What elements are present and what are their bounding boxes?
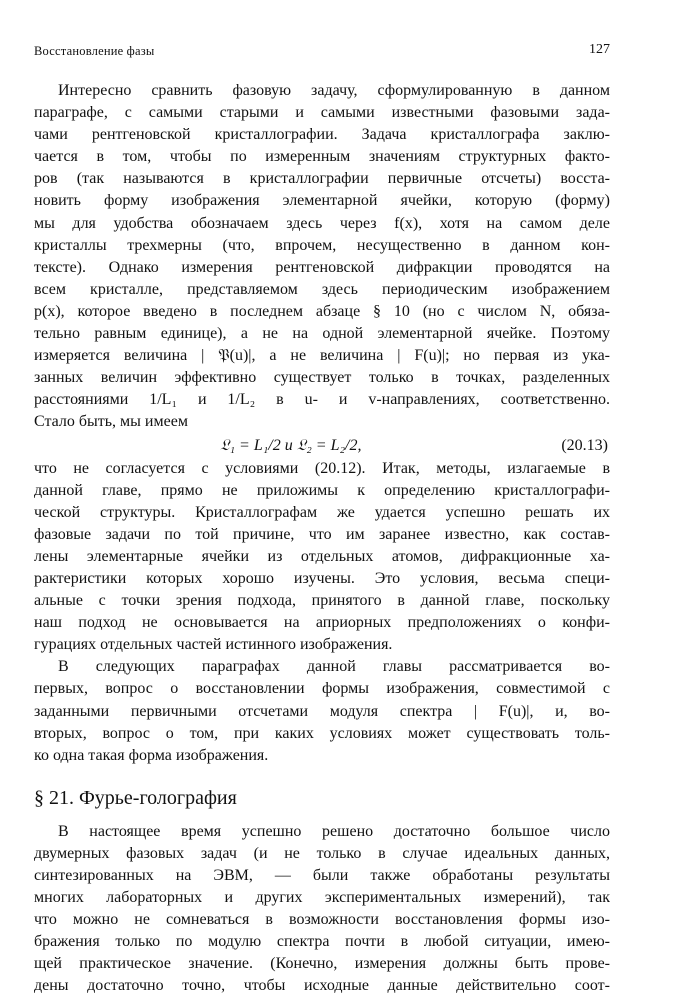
text-line: параграфе, с самыми старыми и самыми известными фазовыми зада- <box>34 104 610 122</box>
section-heading: § 21. Фурье-голография <box>34 786 237 809</box>
text-line: что не согласуется с условиями (20.12). Итак, методы, излагаемые в <box>34 459 610 477</box>
paragraph-fourier-holography <box>34 821 610 998</box>
text-line: p(x), которое введено в последнем абзаце § 10 (но с числом N, обяза- <box>34 302 610 320</box>
text-line: Стало быть, мы имеем <box>34 413 188 431</box>
text-line: гурациях отдельных частей истинного изображения. <box>34 636 393 654</box>
text-line: что можно не сомневаться в возможности восстановления формы изо- <box>34 911 610 929</box>
text-line: мы для удобства обозначаем здесь через f(x), хотя на самом деле <box>34 214 610 232</box>
text-line: рактеристики которых хорошо изучены. Это условия, весьма специ- <box>34 569 610 587</box>
paragraph-next-sections <box>34 656 610 766</box>
text-line: лены элементарные ячейки из отдельных атомов, дифракционные ха- <box>34 547 610 565</box>
text-line: тельно равным единице), а не на одной элементарной ячейке. Поэтому <box>34 325 610 343</box>
text-line: занных величин эффективно существует только в точках, разделенных <box>34 369 610 387</box>
text-line: ко одна такая форма изображения. <box>34 746 269 764</box>
text-line: многих лабораторных и других экспериментальных измерений), так <box>34 889 610 907</box>
text-line: Интересно сравнить фазовую задачу, сформулированную в данном <box>58 82 610 99</box>
text-line: бражения только по модулю спектра почти в любой ситуации, имею- <box>34 933 610 951</box>
text-line: альные с точки зрения подхода, принятого в данной главе, поскольку <box>34 592 610 610</box>
paragraph-crystallographic-structure <box>34 458 610 657</box>
equation-20-13 <box>34 434 610 458</box>
text-line: ров (так называются в кристаллографии первичные отсчеты) восста- <box>34 170 610 188</box>
paragraph-crystallography <box>34 80 610 434</box>
text-line: наш подход не основывается на априорных предположениях о конфи- <box>34 614 610 632</box>
text-line: первых, вопрос о восстановлении формы изображения, совместимой с <box>34 680 610 698</box>
text-line: ческой структуры. Кристаллографам же удается успешно решать их <box>34 503 610 521</box>
text-line: заданными первичными отсчетами модуля спектра | F(u)|, и, во- <box>34 702 610 720</box>
text-line: дены достаточно точно, чтобы исходные данные действительно соот- <box>34 977 610 995</box>
running-head: Восстановление фазы <box>34 44 155 58</box>
text-line: двумерных фазовых задач (и не только в случае идеальных данных, <box>34 844 610 862</box>
text-line: всем кристалле, представляемом здесь периодическим изображением <box>34 280 610 298</box>
equation-formula: 𝔏₁ = L₁/2 и 𝔏₂ = L₂/2, <box>220 436 362 454</box>
text-line: чается в том, чтобы по измеренным значениям структурных факто- <box>34 148 610 166</box>
text-line: щей практическое значение. (Конечно, измерения должны быть прове- <box>34 955 610 973</box>
text-line: синтезированных на ЭВМ, — были также обработаны результаты <box>34 867 610 884</box>
text-line: расстояниями 1/L₁ и 1/L₂ в u- и v-направлениях, соответственно. <box>34 391 610 409</box>
equation-number: (20.13) <box>561 436 608 454</box>
text-line: кристаллы трехмерны (что, впрочем, несущественно в данном кон- <box>34 236 610 254</box>
text-line: измеряется величина | 𝔓(u)|, а не величина | F(u)|; но первая из ука- <box>34 347 610 365</box>
text-line: вторых, вопрос о том, при каких условиях может существовать толь- <box>34 724 610 742</box>
text-line: В следующих параграфах данной главы рассматривается во- <box>58 658 610 676</box>
body-text <box>34 80 610 998</box>
text-line: тексте). Однако измерения рентгеновской дифракции проводятся на <box>34 258 610 276</box>
text-line: новить форму изображения элементарной ячейки, которую (форму) <box>34 192 610 210</box>
text-line: чами рентгеновской кристаллографии. Задача кристаллографа заклю- <box>34 126 610 144</box>
page-number: 127 <box>589 42 610 57</box>
text-line: фазовые задачи по той причине, что им заранее известно, как состав- <box>34 525 610 543</box>
text-line: данной главе, прямо не приложимы к определению кристаллографи- <box>34 481 610 499</box>
text-line: В настоящее время успешно решено достаточно большое число <box>58 822 610 840</box>
